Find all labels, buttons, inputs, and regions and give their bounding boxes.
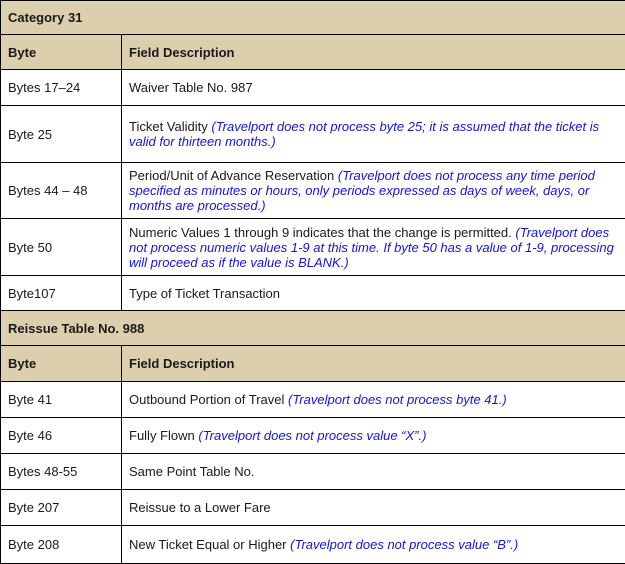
- byte-cell: Byte 208: [1, 526, 122, 564]
- table-row: [1, 526, 625, 564]
- description-cell: [122, 526, 625, 564]
- travelport-note: (Travelport does not process numeric values 1-9 at this time. If byte 50 has a value of 1-9, processing will proceed as if the value is BLANK.): [129, 225, 614, 270]
- description-text: Reissue to a Lower Fare: [129, 500, 271, 515]
- byte-cell: Bytes 17–24: [1, 70, 122, 106]
- section-title: Category 31: [1, 1, 625, 35]
- description-cell: [122, 163, 625, 219]
- description-cell: [122, 70, 625, 106]
- column-header-field-description: Field Description: [122, 35, 625, 70]
- travelport-note: (Travelport does not process byte 25; it is assumed that the ticket is valid for thirteen months.): [129, 119, 599, 149]
- byte-cell: Bytes 44 – 48: [1, 163, 122, 219]
- section-header-category-31: [1, 1, 625, 35]
- table-row: [1, 106, 625, 163]
- column-header-byte: Byte: [1, 346, 122, 382]
- column-header-byte: Byte: [1, 35, 122, 70]
- description-cell: [122, 106, 625, 163]
- description-cell: [122, 276, 625, 311]
- description-text: Type of Ticket Transaction: [129, 286, 280, 301]
- table-row: [1, 219, 625, 276]
- byte-cell: Byte 50: [1, 219, 122, 276]
- column-header-field-description: Field Description: [122, 346, 625, 382]
- description-cell: [122, 219, 625, 276]
- table-row: [1, 490, 625, 526]
- byte-cell: Byte 25: [1, 106, 122, 163]
- byte-cell: Byte 41: [1, 382, 122, 418]
- column-header-row: [1, 346, 625, 382]
- byte-cell: Byte 46: [1, 418, 122, 454]
- table-row: [1, 276, 625, 311]
- table-row: [1, 382, 625, 418]
- byte-cell: Bytes 48-55: [1, 454, 122, 490]
- section-title: Reissue Table No. 988: [1, 311, 625, 346]
- description-text: Waiver Table No. 987: [129, 80, 253, 95]
- description-cell: [122, 382, 625, 418]
- byte-cell: Byte 207: [1, 490, 122, 526]
- description-text: Outbound Portion of Travel: [129, 392, 284, 407]
- table-row: [1, 454, 625, 490]
- travelport-note: (Travelport does not process byte 41.): [288, 392, 507, 407]
- section-header-reissue-table-988: [1, 311, 625, 346]
- description-text: Ticket Validity: [129, 119, 208, 134]
- byte-cell: Byte107: [1, 276, 122, 311]
- description-text: Same Point Table No.: [129, 464, 255, 479]
- table-row: [1, 418, 625, 454]
- travelport-note: (Travelport does not process value “X”.): [198, 428, 426, 443]
- travelport-note: (Travelport does not process any time period specified as minutes or hours, only periods expressed as days of week, days, or months are processed.): [129, 168, 595, 213]
- description-text: Numeric Values 1 through 9 indicates that the change is permitted.: [129, 225, 512, 240]
- table-row: [1, 70, 625, 106]
- description-text: New Ticket Equal or Higher: [129, 537, 287, 552]
- column-header-row: [1, 35, 625, 70]
- description-text: Fully Flown: [129, 428, 195, 443]
- description-text: Period/Unit of Advance Reservation: [129, 168, 334, 183]
- description-cell: [122, 490, 625, 526]
- travelport-note: (Travelport does not process value “B”.): [290, 537, 518, 552]
- table-row: [1, 163, 625, 219]
- description-cell: [122, 418, 625, 454]
- description-cell: [122, 454, 625, 490]
